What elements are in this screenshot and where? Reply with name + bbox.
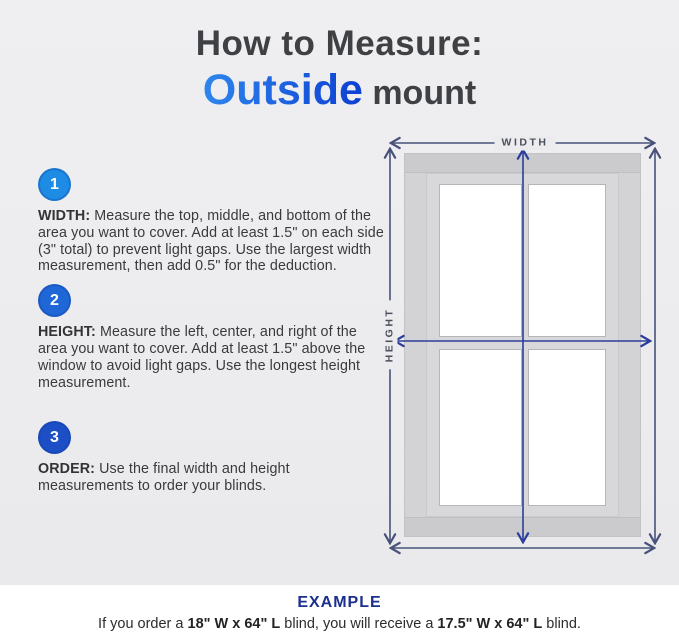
title-highlight: Outside [202, 66, 363, 114]
example-suffix: blind. [542, 616, 581, 632]
step-width [38, 168, 386, 275]
window-pane-top-left [439, 184, 522, 337]
step-2-text [38, 324, 386, 391]
title-line2 [0, 66, 679, 115]
window-pane-bottom-left [439, 349, 522, 506]
step-height [38, 284, 386, 391]
example-middle: blind, you will receive a [280, 616, 438, 632]
example-prefix: If you order a [98, 616, 188, 632]
example-order-size: 18" W x 64" L [187, 616, 281, 632]
title-rest: mount [362, 74, 477, 112]
height-dimension-label: HEIGHT [383, 301, 398, 370]
window-inner-frame [426, 173, 619, 517]
step-2-body: Measure the left, center, and right of the area you want to cover. Add at least 1.5" above the window to avoid light gaps. Use the longest height measurement. [38, 324, 366, 391]
window-sill [405, 517, 640, 536]
window-pane-bottom-right [528, 349, 606, 506]
step-3-label: ORDER: [38, 461, 95, 478]
step-3-number-badge: 3 [38, 421, 71, 454]
step-1-label: WIDTH: [38, 208, 91, 224]
step-order [38, 421, 386, 495]
step-1-text [38, 208, 386, 275]
width-dimension-label: WIDTH [495, 136, 556, 151]
step-3-body: Use the final width and height measurements to order your blinds. [38, 461, 290, 495]
window-measurement-diagram [375, 125, 675, 570]
page-title [0, 24, 679, 115]
window-illustration [404, 153, 641, 537]
example-heading: EXAMPLE [297, 594, 382, 611]
instruction-steps [38, 168, 386, 504]
step-1-number-badge: 1 [38, 168, 71, 201]
example-sentence [0, 616, 679, 632]
step-1-body: Measure the top, middle, and bottom of the area you want to cover. Add at least 1.5" on each side (3" total) to prevent light gaps. Use the largest width measurement, then add 0.5" for the deduction. [38, 208, 384, 275]
example-receive-size: 17.5" W x 64" L [437, 616, 543, 632]
step-2-number-badge: 2 [38, 284, 71, 317]
window-pane-top-right [528, 184, 606, 337]
title-line1: How to Measure: [195, 24, 484, 63]
window-panes [439, 184, 606, 506]
step-3-text [38, 461, 386, 495]
example-footer [0, 585, 679, 644]
window-head-casing [405, 154, 640, 173]
step-2-label: HEIGHT: [38, 324, 96, 341]
